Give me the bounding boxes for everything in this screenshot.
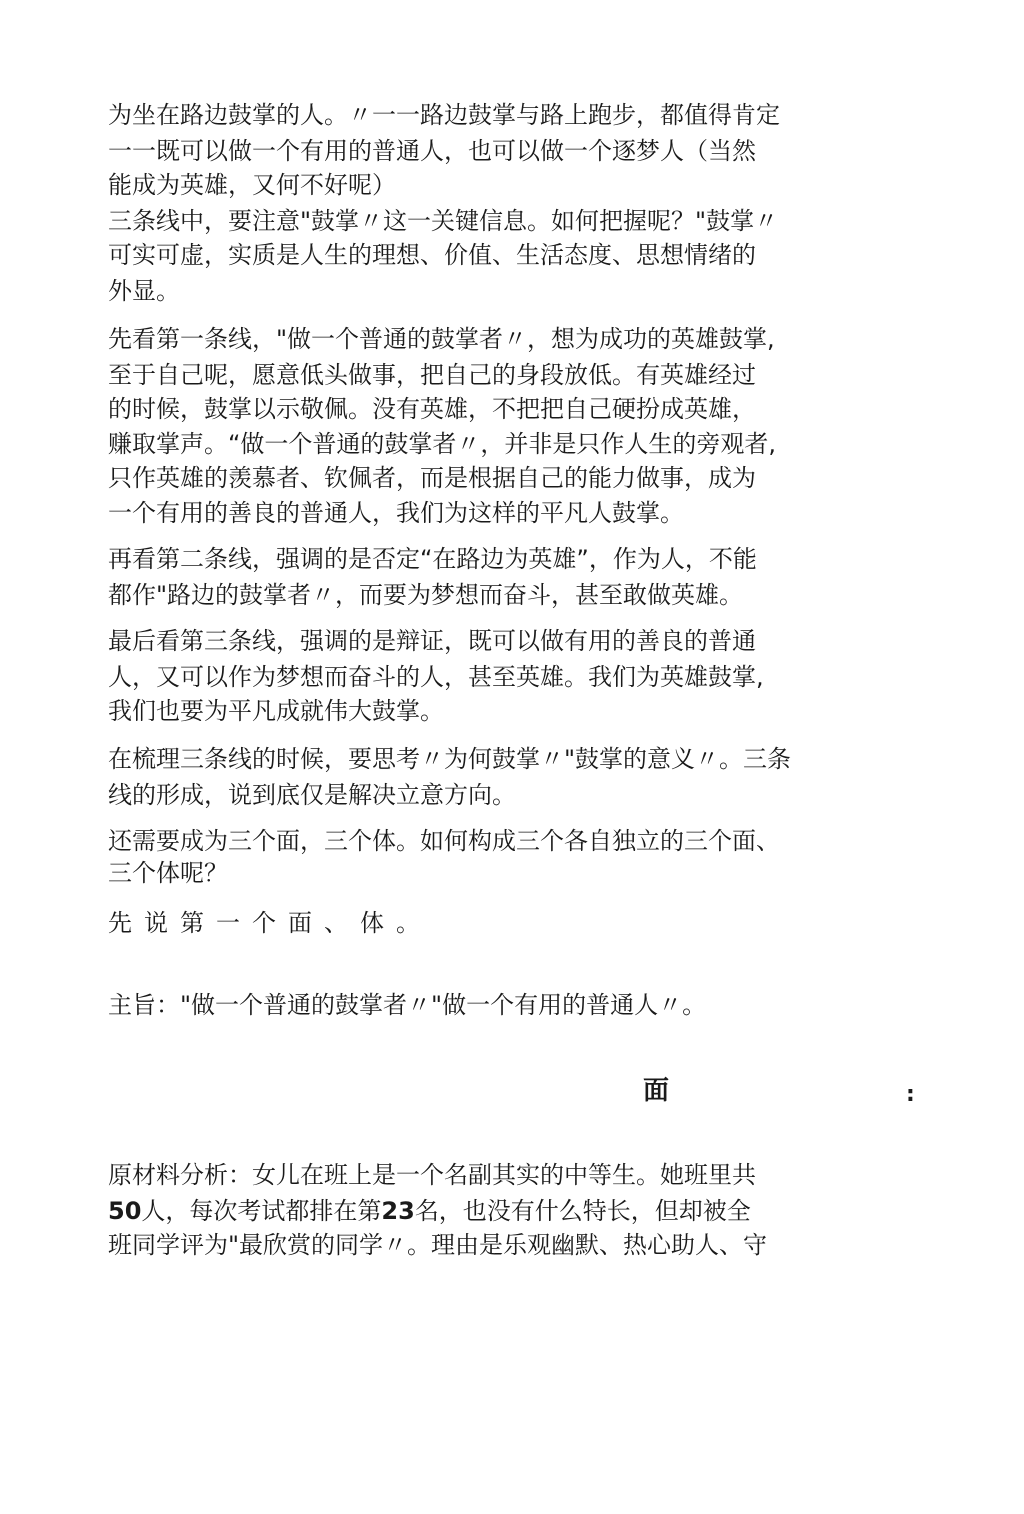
text-line: 能成为英雄，又何不好呢） bbox=[108, 171, 396, 199]
heading-colon: : bbox=[906, 1082, 915, 1107]
text-segment: 名，也没有什么特长，但却被全 bbox=[414, 1197, 751, 1225]
class-size-number: 50 bbox=[108, 1197, 142, 1225]
text-line: 三条线中，要注意"鼓掌〃这一关键信息。如何把握呢？"鼓掌〃 bbox=[108, 207, 779, 235]
text-line: 为坐在路边鼓掌的人。〃一一路边鼓掌与路上跑步，都值得肯定 bbox=[108, 101, 780, 129]
text-line: 人，又可以作为梦想而奋斗的人，甚至英雄。我们为英雄鼓掌, bbox=[108, 663, 764, 691]
text-line: 线的形成，说到底仅是解决立意方向。 bbox=[108, 781, 516, 809]
text-line: 最后看第三条线，强调的是辩证，既可以做有用的善良的普通 bbox=[108, 627, 756, 655]
text-line: 外显。 bbox=[108, 277, 180, 305]
text-line: 原材料分析：女儿在班上是一个名副其实的中等生。她班里共 bbox=[108, 1161, 756, 1189]
text-line: 一一既可以做一个有用的普通人，也可以做一个逐梦人（当然 bbox=[108, 137, 756, 165]
text-line: 可实可虚，实质是人生的理想、价值、生活态度、思想情绪的 bbox=[108, 241, 756, 269]
text-line: 先看第一条线，"做一个普通的鼓掌者〃，想为成功的英雄鼓掌, bbox=[108, 325, 775, 353]
text-line: 都作"路边的鼓掌者〃，而要为梦想而奋斗，甚至敢做英雄。 bbox=[108, 581, 744, 609]
text-line: 只作英雄的羡慕者、钦佩者，而是根据自己的能力做事，成为 bbox=[108, 464, 756, 492]
section-heading: 面 bbox=[643, 1076, 670, 1106]
text-line: 的时候，鼓掌以示敬佩。没有英雄，不把把自己硬扮成英雄， bbox=[108, 395, 756, 423]
text-segment: 人，每次考试都排在第 bbox=[141, 1197, 382, 1225]
text-line: 我们也要为平凡成就伟大鼓掌。 bbox=[108, 697, 444, 725]
text-line bbox=[108, 1194, 751, 1228]
text-line: 一个有用的善良的普通人，我们为这样的平凡人鼓掌。 bbox=[108, 499, 684, 527]
text-line: 三个体呢？ bbox=[108, 859, 228, 887]
theme-statement: 主旨："做一个普通的鼓掌者〃"做一个有用的普通人〃。 bbox=[108, 991, 707, 1019]
text-line: 还需要成为三个面，三个体。如何构成三个各自独立的三个面、 bbox=[108, 827, 780, 855]
text-line: 再看第二条线，强调的是否定“在路边为英雄”，作为人，不能 bbox=[108, 545, 757, 573]
text-line: 班同学评为"最欣赏的同学〃。理由是乐观幽默、热心助人、守 bbox=[108, 1231, 768, 1259]
section-intro: 先说第一个面、体。 bbox=[108, 909, 432, 937]
text-line: 至于自己呢，愿意低头做事，把自己的身段放低。有英雄经过 bbox=[108, 361, 756, 389]
rank-number: 23 bbox=[381, 1197, 415, 1225]
text-line: 赚取掌声。“做一个普通的鼓掌者〃，并非是只作人生的旁观者, bbox=[108, 430, 777, 458]
text-line: 在梳理三条线的时候，要思考〃为何鼓掌〃"鼓掌的意义〃。三条 bbox=[108, 745, 792, 773]
